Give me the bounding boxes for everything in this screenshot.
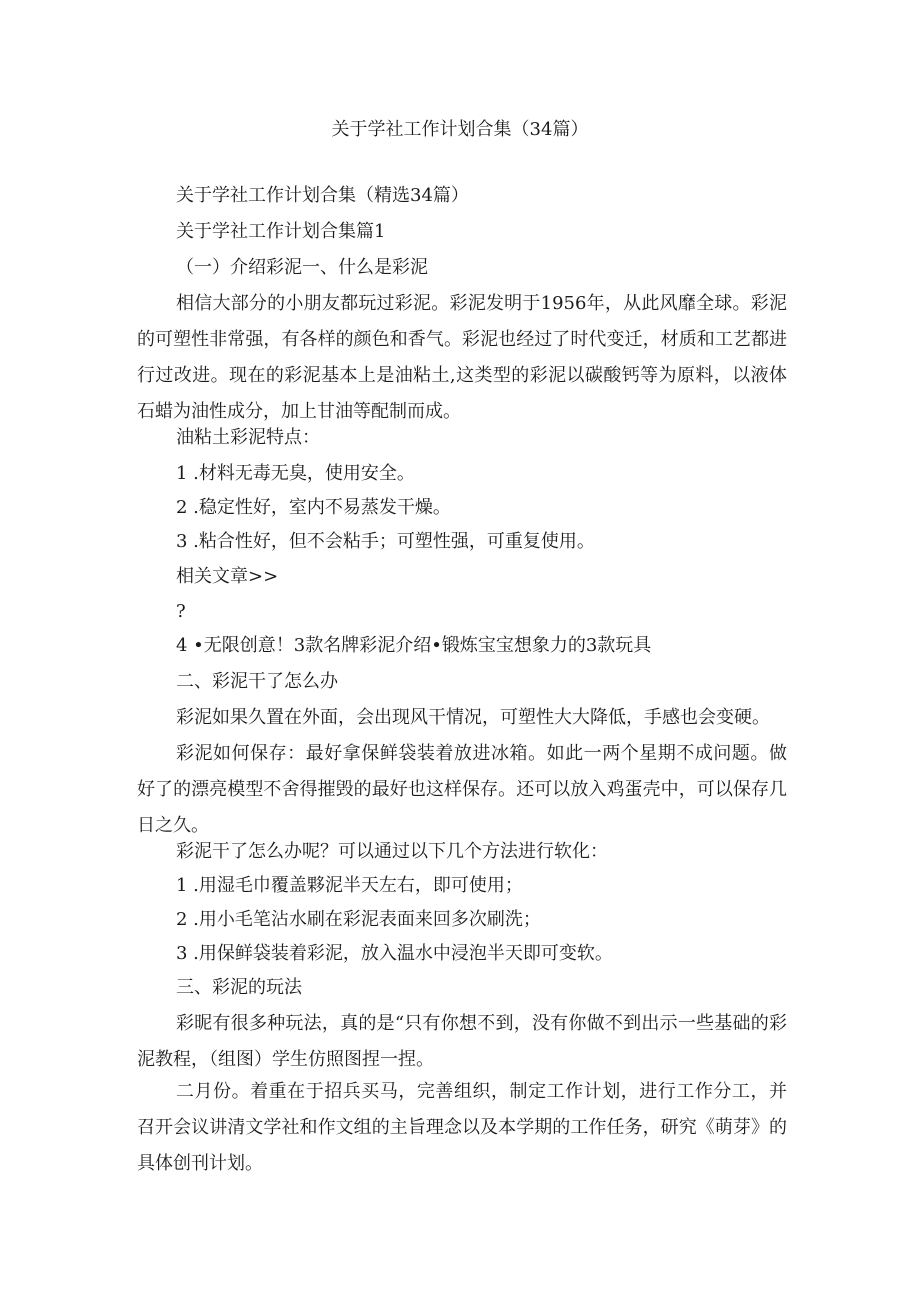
- paragraph-play: 彩昵有很多种玩法，真的是“只有你想不到，没有你做不到出示一些基础的彩泥教程，（组图）学生仿照图捏一捏。: [137, 1013, 787, 1070]
- paragraph-intro: 相信大部分的小朋友都玩过彩泥。彩泥发明于1956年，从此风靡全球。彩泥的可塑性非常强，有各样的颜色和香气。彩泥也经过了时代变迁，材质和工艺都进行过改进。现在的彩泥基本上是油粘土,这类型的彩泥以碳酸钙等为原料，以液体石蜡为油性成分，加上甘油等配制而成。: [137, 293, 787, 422]
- document-title: 关于学社工作计划合集（34篇）: [331, 119, 589, 140]
- related-article-link[interactable]: 4 •无限创意！3款名牌彩泥介绍•锻炼宝宝想象力的3款玩具: [176, 635, 652, 656]
- features-heading: 油粘土彩泥特点：: [176, 427, 320, 448]
- paragraph-dry: 彩泥如果久置在外面，会出现风干情况，可塑性大大降低，手感也会变硬。: [176, 707, 770, 728]
- feature-item-2: 2 .稳定性好，室内不易蒸发干燥。: [176, 497, 451, 518]
- paragraph-soften: 彩泥干了怎么办呢？可以通过以下几个方法进行软化：: [176, 841, 608, 862]
- method-item-3: 3 .用保鲜袋装着彩泥，放入温水中浸泡半天即可变软。: [176, 943, 613, 964]
- paragraph-february: 二月份。着重在于招兵买马，完善组织，制定工作计划，进行工作分工，并召开会议讲清文学社和作文组的主旨理念以及本学期的工作任务，研究《萌芽》的具体创刊计划。: [137, 1081, 787, 1174]
- method-item-1: 1 .用湿毛巾覆盖夥泥半天左右，即可使用；: [176, 875, 523, 896]
- feature-item-3: 3 .粘合性好，但不会粘手；可塑性强，可重复使用。: [176, 531, 595, 552]
- related-articles-label: 相关文章>>: [176, 566, 279, 587]
- heading-dry: 二、彩泥干了怎么办: [176, 671, 338, 692]
- feature-item-1: 1 .材料无毒无臭，使用安全。: [176, 463, 415, 484]
- paragraph-storage: 彩泥如何保存：最好拿保鲜袋装着放进冰箱。如此一两个星期不成问题。做好了的漂亮模型不舍得摧毁的最好也这样保存。还可以放入鸡蛋壳中，可以保存几日之久。: [137, 743, 787, 836]
- section-heading: 关于学社工作计划合集篇1: [176, 221, 386, 242]
- heading-intro: （一）介绍彩泥一、什么是彩泥: [176, 257, 428, 278]
- method-item-2: 2 .用小毛笔沾水刷在彩泥表面来回多次刷洗；: [176, 909, 541, 930]
- document-subtitle: 关于学社工作计划合集（精选34篇）: [176, 185, 469, 206]
- placeholder-mark: ?: [176, 601, 186, 622]
- heading-play: 三、彩泥的玩法: [176, 977, 302, 998]
